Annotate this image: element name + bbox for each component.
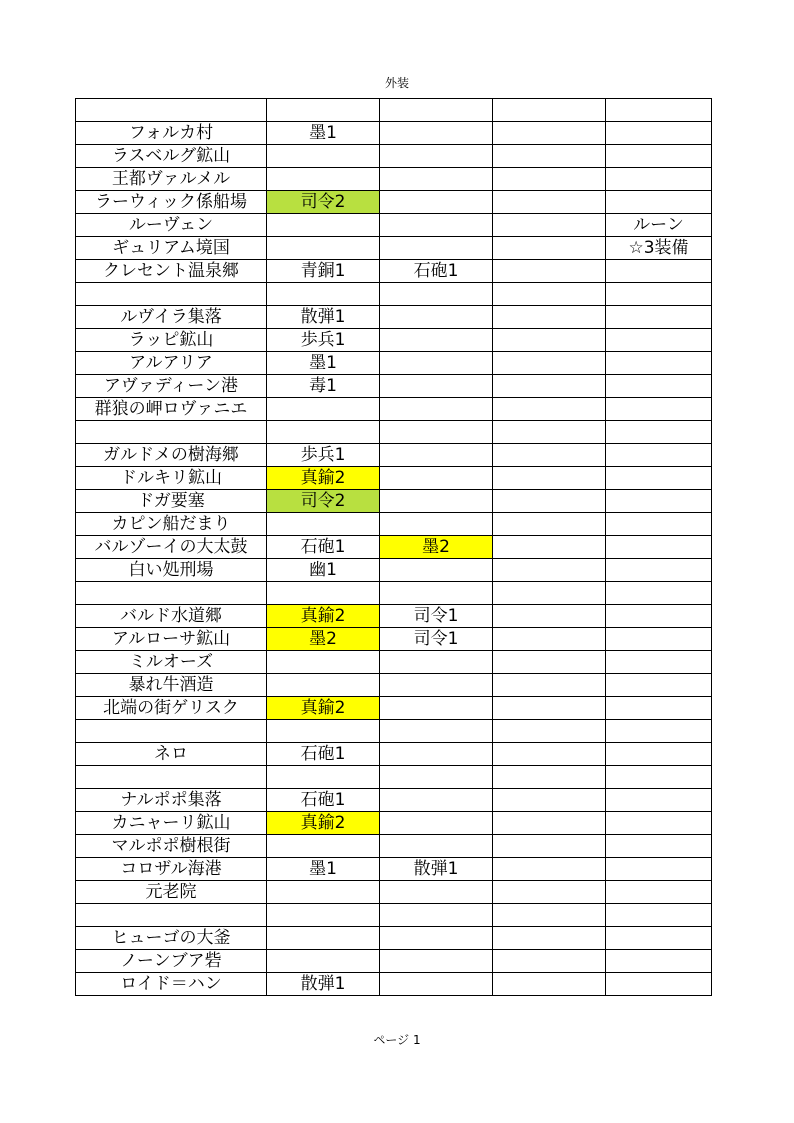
location-cell[interactable] bbox=[76, 720, 267, 743]
material-cell[interactable]: 司令2 bbox=[267, 191, 380, 214]
material-cell[interactable] bbox=[380, 168, 493, 191]
location-cell[interactable] bbox=[76, 904, 267, 927]
page-title: 外装 bbox=[384, 76, 409, 90]
material-cell[interactable] bbox=[606, 536, 712, 559]
material-cell[interactable] bbox=[493, 168, 606, 191]
material-cell[interactable]: 墨2 bbox=[267, 628, 380, 651]
location-cell[interactable] bbox=[76, 582, 267, 605]
material-cell[interactable]: ☆3装備 bbox=[606, 237, 712, 260]
material-cell[interactable]: 石砲1 bbox=[267, 536, 380, 559]
material-cell[interactable]: 幽1 bbox=[267, 559, 380, 582]
material-cell[interactable] bbox=[493, 421, 606, 444]
material-cell[interactable] bbox=[493, 789, 606, 812]
material-cell[interactable] bbox=[380, 421, 493, 444]
material-cell[interactable] bbox=[267, 237, 380, 260]
table-row bbox=[76, 835, 712, 858]
material-cell[interactable] bbox=[606, 191, 712, 214]
material-cell[interactable] bbox=[493, 352, 606, 375]
material-cell[interactable]: 司令1 bbox=[380, 605, 493, 628]
table-row bbox=[76, 191, 712, 214]
table-row bbox=[76, 582, 712, 605]
location-cell[interactable] bbox=[76, 766, 267, 789]
material-cell[interactable]: 歩兵1 bbox=[267, 329, 380, 352]
location-cell[interactable]: 暴れ牛酒造 bbox=[76, 674, 267, 697]
material-cell[interactable] bbox=[493, 375, 606, 398]
location-cell[interactable] bbox=[76, 421, 267, 444]
location-cell[interactable]: ラーウィック係船場 bbox=[76, 191, 267, 214]
material-cell[interactable]: 散弾1 bbox=[267, 306, 380, 329]
material-cell[interactable] bbox=[380, 559, 493, 582]
material-cell[interactable] bbox=[380, 237, 493, 260]
material-cell[interactable] bbox=[606, 628, 712, 651]
material-cell[interactable] bbox=[267, 651, 380, 674]
material-cell[interactable]: 墨1 bbox=[267, 352, 380, 375]
material-cell[interactable] bbox=[606, 789, 712, 812]
location-cell[interactable]: 王都ヴァルメル bbox=[76, 168, 267, 191]
table-row bbox=[76, 973, 712, 996]
location-cell[interactable]: コロザル海港 bbox=[76, 858, 267, 881]
material-cell[interactable] bbox=[606, 697, 712, 720]
material-cell[interactable] bbox=[493, 582, 606, 605]
material-cell[interactable] bbox=[493, 398, 606, 421]
material-cell[interactable] bbox=[606, 352, 712, 375]
material-cell[interactable] bbox=[493, 145, 606, 168]
material-cell[interactable] bbox=[606, 651, 712, 674]
material-cell[interactable]: 石砲1 bbox=[267, 789, 380, 812]
material-cell[interactable] bbox=[493, 858, 606, 881]
material-cell[interactable] bbox=[380, 674, 493, 697]
material-cell[interactable] bbox=[267, 145, 380, 168]
material-cell[interactable] bbox=[380, 743, 493, 766]
material-cell[interactable] bbox=[380, 513, 493, 536]
location-cell[interactable]: ルーヴェン bbox=[76, 214, 267, 237]
material-cell[interactable] bbox=[267, 168, 380, 191]
table-row bbox=[76, 904, 712, 927]
location-cell[interactable]: カニャーリ鉱山 bbox=[76, 812, 267, 835]
material-cell[interactable]: 毒1 bbox=[267, 375, 380, 398]
material-cell[interactable] bbox=[606, 513, 712, 536]
material-cell[interactable] bbox=[606, 122, 712, 145]
material-cell[interactable] bbox=[380, 582, 493, 605]
material-cell[interactable] bbox=[493, 605, 606, 628]
material-cell[interactable] bbox=[380, 145, 493, 168]
material-cell[interactable] bbox=[606, 973, 712, 996]
material-cell[interactable]: 墨2 bbox=[380, 536, 493, 559]
location-cell[interactable]: ヒューゴの大釜 bbox=[76, 927, 267, 950]
table-row bbox=[76, 352, 712, 375]
location-cell[interactable]: アルアリア bbox=[76, 352, 267, 375]
material-cell[interactable] bbox=[493, 260, 606, 283]
location-cell[interactable]: マルポポ樹根街 bbox=[76, 835, 267, 858]
material-cell[interactable] bbox=[606, 605, 712, 628]
location-cell[interactable]: 白い処刑場 bbox=[76, 559, 267, 582]
table-row bbox=[76, 237, 712, 260]
material-cell[interactable] bbox=[493, 881, 606, 904]
material-cell[interactable]: 石砲1 bbox=[380, 260, 493, 283]
table-row bbox=[76, 444, 712, 467]
material-cell[interactable] bbox=[606, 444, 712, 467]
material-cell[interactable] bbox=[606, 467, 712, 490]
material-cell[interactable]: 青銅1 bbox=[267, 260, 380, 283]
material-cell[interactable] bbox=[493, 904, 606, 927]
material-cell[interactable] bbox=[493, 467, 606, 490]
location-cell[interactable]: ロイド＝ハン bbox=[76, 973, 267, 996]
location-cell[interactable]: ラスベルグ鉱山 bbox=[76, 145, 267, 168]
material-cell[interactable] bbox=[606, 168, 712, 191]
table-row bbox=[76, 375, 712, 398]
material-cell[interactable] bbox=[606, 421, 712, 444]
material-cell[interactable] bbox=[493, 973, 606, 996]
location-cell[interactable]: アヴァディーン港 bbox=[76, 375, 267, 398]
table-row bbox=[76, 214, 712, 237]
material-cell[interactable] bbox=[606, 329, 712, 352]
material-cell[interactable] bbox=[606, 375, 712, 398]
material-cell[interactable] bbox=[606, 99, 712, 122]
table-row bbox=[76, 881, 712, 904]
material-cell[interactable] bbox=[606, 674, 712, 697]
material-cell[interactable]: 真鍮2 bbox=[267, 467, 380, 490]
material-cell[interactable] bbox=[380, 881, 493, 904]
table-row bbox=[76, 628, 712, 651]
material-cell[interactable] bbox=[380, 352, 493, 375]
location-cell[interactable]: ナルポポ集落 bbox=[76, 789, 267, 812]
material-cell[interactable] bbox=[493, 720, 606, 743]
material-cell[interactable]: 真鍮2 bbox=[267, 697, 380, 720]
material-cell[interactable] bbox=[606, 582, 712, 605]
location-cell[interactable]: フォルカ村 bbox=[76, 122, 267, 145]
material-cell[interactable] bbox=[267, 99, 380, 122]
material-cell[interactable] bbox=[606, 490, 712, 513]
material-cell[interactable] bbox=[606, 260, 712, 283]
page-number: ページ 1 bbox=[373, 1033, 421, 1047]
material-cell[interactable] bbox=[267, 513, 380, 536]
material-cell[interactable] bbox=[267, 927, 380, 950]
table-row bbox=[76, 697, 712, 720]
location-cell[interactable]: ラッピ鉱山 bbox=[76, 329, 267, 352]
table-row bbox=[76, 513, 712, 536]
location-cell[interactable]: 元老院 bbox=[76, 881, 267, 904]
material-cell[interactable]: 石砲1 bbox=[267, 743, 380, 766]
material-cell[interactable]: 散弾1 bbox=[380, 858, 493, 881]
material-cell[interactable] bbox=[380, 651, 493, 674]
table-row bbox=[76, 122, 712, 145]
material-cell[interactable] bbox=[493, 329, 606, 352]
location-cell[interactable]: ドルキリ鉱山 bbox=[76, 467, 267, 490]
material-cell[interactable] bbox=[380, 306, 493, 329]
material-cell[interactable] bbox=[380, 812, 493, 835]
location-cell[interactable]: アルローサ鉱山 bbox=[76, 628, 267, 651]
location-cell[interactable]: 群狼の岬ロヴァニエ bbox=[76, 398, 267, 421]
material-cell[interactable] bbox=[606, 720, 712, 743]
material-cell[interactable] bbox=[267, 904, 380, 927]
location-cell[interactable]: ギュリアム境国 bbox=[76, 237, 267, 260]
location-cell[interactable]: 北端の街ゲリスク bbox=[76, 697, 267, 720]
location-cell[interactable]: ルヴイラ集落 bbox=[76, 306, 267, 329]
material-cell[interactable] bbox=[606, 743, 712, 766]
material-cell[interactable] bbox=[267, 582, 380, 605]
material-cell[interactable] bbox=[606, 145, 712, 168]
table-row bbox=[76, 536, 712, 559]
table-body bbox=[76, 99, 712, 996]
material-cell[interactable] bbox=[267, 835, 380, 858]
table-row bbox=[76, 789, 712, 812]
material-cell[interactable] bbox=[380, 467, 493, 490]
material-cell[interactable] bbox=[267, 720, 380, 743]
material-cell[interactable] bbox=[493, 628, 606, 651]
table-row bbox=[76, 99, 712, 122]
table-row bbox=[76, 950, 712, 973]
material-cell[interactable] bbox=[267, 950, 380, 973]
material-cell[interactable] bbox=[493, 651, 606, 674]
material-cell[interactable]: 真鍮2 bbox=[267, 605, 380, 628]
material-cell[interactable] bbox=[380, 973, 493, 996]
location-cell[interactable]: ネロ bbox=[76, 743, 267, 766]
material-cell[interactable]: 歩兵1 bbox=[267, 444, 380, 467]
table-row bbox=[76, 329, 712, 352]
material-cell[interactable] bbox=[493, 559, 606, 582]
location-cell[interactable]: ミルオーズ bbox=[76, 651, 267, 674]
table-row bbox=[76, 490, 712, 513]
material-cell[interactable]: 墨1 bbox=[267, 858, 380, 881]
location-cell[interactable]: バルド水道郷 bbox=[76, 605, 267, 628]
material-cell[interactable] bbox=[493, 536, 606, 559]
material-cell[interactable] bbox=[493, 743, 606, 766]
table-row bbox=[76, 283, 712, 306]
material-cell[interactable] bbox=[380, 835, 493, 858]
material-cell[interactable] bbox=[493, 835, 606, 858]
material-cell[interactable] bbox=[493, 490, 606, 513]
material-cell[interactable] bbox=[380, 789, 493, 812]
table-row bbox=[76, 674, 712, 697]
material-cell[interactable] bbox=[380, 375, 493, 398]
material-cell[interactable] bbox=[380, 950, 493, 973]
material-cell[interactable] bbox=[606, 904, 712, 927]
material-cell[interactable] bbox=[493, 214, 606, 237]
material-cell[interactable]: 散弾1 bbox=[267, 973, 380, 996]
material-cell[interactable] bbox=[493, 122, 606, 145]
table-row bbox=[76, 260, 712, 283]
location-cell[interactable]: ガルドメの樹海郷 bbox=[76, 444, 267, 467]
table-row bbox=[76, 766, 712, 789]
material-cell[interactable] bbox=[267, 881, 380, 904]
material-cell[interactable] bbox=[493, 812, 606, 835]
location-cell[interactable] bbox=[76, 283, 267, 306]
table-row bbox=[76, 651, 712, 674]
material-cell[interactable]: 司令1 bbox=[380, 628, 493, 651]
material-cell[interactable] bbox=[267, 421, 380, 444]
location-cell[interactable]: バルゾーイの大太鼓 bbox=[76, 536, 267, 559]
material-cell[interactable] bbox=[606, 858, 712, 881]
material-cell[interactable] bbox=[606, 559, 712, 582]
material-cell[interactable]: 墨1 bbox=[267, 122, 380, 145]
table-row bbox=[76, 467, 712, 490]
material-cell[interactable] bbox=[267, 766, 380, 789]
table-row bbox=[76, 927, 712, 950]
material-cell[interactable] bbox=[493, 191, 606, 214]
material-cell[interactable] bbox=[606, 306, 712, 329]
material-cell[interactable] bbox=[267, 674, 380, 697]
material-cell[interactable] bbox=[267, 283, 380, 306]
material-cell[interactable] bbox=[380, 904, 493, 927]
material-cell[interactable] bbox=[493, 444, 606, 467]
table-row bbox=[76, 145, 712, 168]
material-cell[interactable] bbox=[493, 283, 606, 306]
material-cell[interactable] bbox=[380, 122, 493, 145]
material-cell[interactable] bbox=[493, 927, 606, 950]
material-cell[interactable] bbox=[380, 720, 493, 743]
material-cell[interactable] bbox=[380, 329, 493, 352]
location-cell[interactable]: クレセント温泉郷 bbox=[76, 260, 267, 283]
material-cell[interactable] bbox=[380, 927, 493, 950]
material-cell[interactable] bbox=[493, 697, 606, 720]
table-row bbox=[76, 605, 712, 628]
material-cell[interactable]: 真鍮2 bbox=[267, 812, 380, 835]
material-cell[interactable] bbox=[380, 490, 493, 513]
spreadsheet-table bbox=[75, 98, 712, 996]
material-cell[interactable] bbox=[606, 766, 712, 789]
material-cell[interactable] bbox=[493, 766, 606, 789]
material-cell[interactable] bbox=[606, 398, 712, 421]
table-row bbox=[76, 720, 712, 743]
material-cell[interactable] bbox=[380, 697, 493, 720]
table-row bbox=[76, 398, 712, 421]
table-row bbox=[76, 858, 712, 881]
material-cell[interactable] bbox=[493, 674, 606, 697]
material-cell[interactable] bbox=[380, 766, 493, 789]
location-cell[interactable]: ノーンブア砦 bbox=[76, 950, 267, 973]
material-cell[interactable] bbox=[606, 881, 712, 904]
location-cell[interactable]: カピン船だまり bbox=[76, 513, 267, 536]
material-cell[interactable] bbox=[380, 398, 493, 421]
material-cell[interactable] bbox=[380, 214, 493, 237]
table-row bbox=[76, 743, 712, 766]
material-cell[interactable] bbox=[267, 398, 380, 421]
material-cell[interactable] bbox=[493, 950, 606, 973]
material-cell[interactable] bbox=[493, 306, 606, 329]
table-row bbox=[76, 168, 712, 191]
material-cell[interactable] bbox=[493, 513, 606, 536]
material-cell[interactable] bbox=[380, 444, 493, 467]
material-cell[interactable] bbox=[380, 283, 493, 306]
table-row bbox=[76, 421, 712, 444]
material-cell[interactable] bbox=[606, 283, 712, 306]
material-cell[interactable] bbox=[606, 835, 712, 858]
material-cell[interactable]: ルーン bbox=[606, 214, 712, 237]
table-row bbox=[76, 306, 712, 329]
material-cell[interactable]: 司令2 bbox=[267, 490, 380, 513]
material-cell[interactable] bbox=[493, 99, 606, 122]
material-cell[interactable] bbox=[606, 927, 712, 950]
location-cell[interactable] bbox=[76, 99, 267, 122]
material-cell[interactable] bbox=[493, 237, 606, 260]
material-cell[interactable] bbox=[380, 99, 493, 122]
material-cell[interactable] bbox=[606, 950, 712, 973]
material-cell[interactable] bbox=[267, 214, 380, 237]
material-cell[interactable] bbox=[380, 191, 493, 214]
table-row bbox=[76, 812, 712, 835]
location-cell[interactable]: ドガ要塞 bbox=[76, 490, 267, 513]
material-cell[interactable] bbox=[606, 812, 712, 835]
table-row bbox=[76, 559, 712, 582]
